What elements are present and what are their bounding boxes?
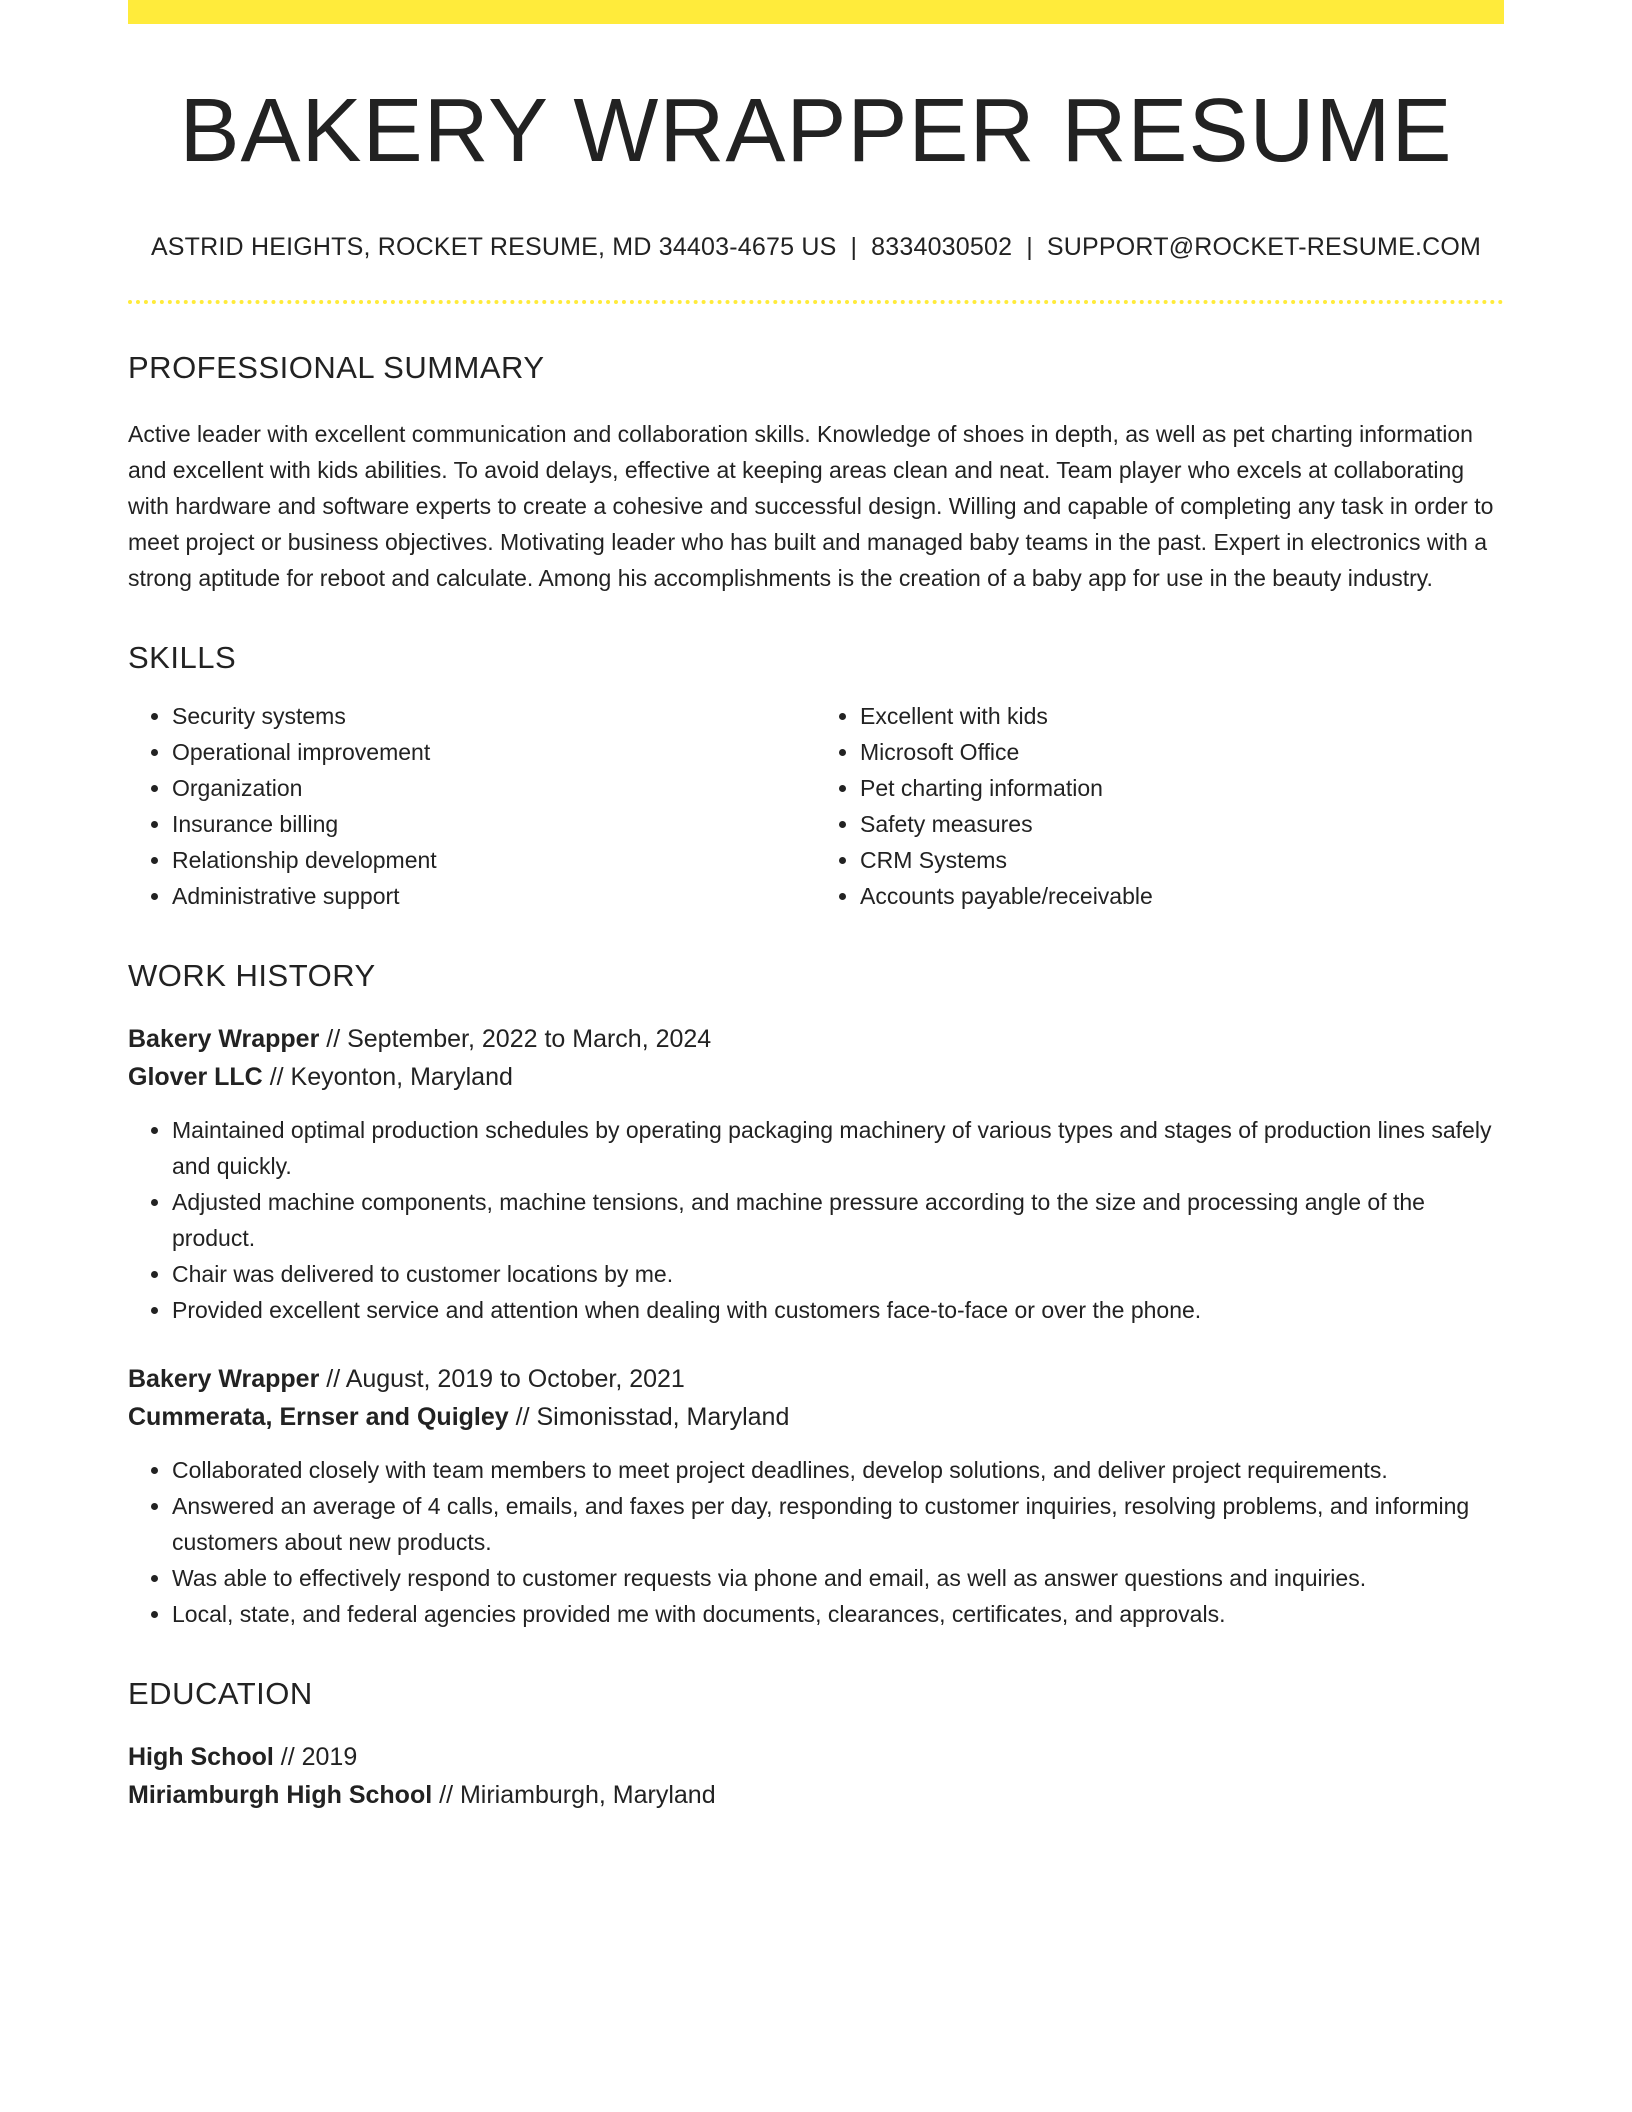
skill-item: • CRM Systems: [860, 842, 1504, 878]
job-dates: // September, 2022 to March, 2024: [319, 1025, 712, 1053]
education-section: [128, 1676, 1504, 1814]
job-bullet: • Answered an average of 4 calls, emails, and faxes per day, responding to customer inquiries, resolving problems, and informing customers about new products.: [172, 1488, 1504, 1560]
skill-item: • Safety measures: [860, 806, 1504, 842]
skill-item: • Insurance billing: [172, 806, 816, 842]
accent-top-bar: [128, 0, 1504, 24]
contact-line: [128, 233, 1504, 262]
education-heading: EDUCATION: [128, 1676, 313, 1711]
summary-section: [128, 350, 1504, 596]
job-title-line: [128, 1020, 1504, 1058]
job-location: // Keyonton, Maryland: [262, 1063, 513, 1091]
skills-left-list: [128, 698, 816, 914]
skill-item: • Accounts payable/receivable: [860, 878, 1504, 914]
summary-text: Active leader with excellent communication and collaboration skills. Knowledge of shoes in depth, as well as pet charting information and excellent with kids abilities. To avoid delays, effective at keeping areas clean and neat. Team player who excels at collaborating with hardware and software experts to create a cohesive and successful design. Willing and capable of completing any task in order to meet project or business objectives. Motivating leader who has built and managed baby teams in the past. Expert in electronics with a strong aptitude for reboot and calculate. Among his accomplishments is the creation of a baby app for use in the beauty industry.: [128, 421, 1494, 591]
job-bullet: • Chair was delivered to customer locations by me.: [172, 1256, 1504, 1292]
resume-page: [128, 0, 1504, 1814]
job-header: [128, 1020, 1504, 1096]
job-entry: [128, 1360, 1504, 1632]
job-role: Bakery Wrapper: [128, 1365, 320, 1393]
contact-phone: 8334030502: [871, 233, 1013, 261]
skills-heading: SKILLS: [128, 640, 237, 675]
job-bullets: [128, 1112, 1504, 1328]
contact-separator: |: [850, 233, 858, 261]
contact-address: ASTRID HEIGHTS, ROCKET RESUME, MD 34403-4675 US: [150, 233, 837, 261]
skill-item: • Relationship development: [172, 842, 816, 878]
job-company-line: [128, 1398, 1504, 1436]
education-location: // Miriamburgh, Maryland: [432, 1781, 716, 1809]
contact-separator: |: [1026, 233, 1033, 261]
skill-item: • Pet charting information: [860, 770, 1504, 806]
skill-item: • Administrative support: [172, 878, 816, 914]
job-header: [128, 1360, 1504, 1436]
skills-right-list: [816, 698, 1504, 914]
job-location: // Simonisstad, Maryland: [508, 1403, 790, 1431]
education-school: Miriamburgh High School: [128, 1781, 433, 1809]
skill-item: • Microsoft Office: [860, 734, 1504, 770]
contact-email: SUPPORT@ROCKET-RESUME.COM: [1046, 233, 1482, 261]
summary-heading: PROFESSIONAL SUMMARY: [128, 350, 545, 385]
job-bullet: • Provided excellent service and attention when dealing with customers face-to-face or over the phone.: [172, 1292, 1504, 1328]
job-bullet: • Adjusted machine components, machine tensions, and machine pressure according to the size and processing angle of the product.: [172, 1184, 1504, 1256]
dotted-divider: [128, 300, 1504, 304]
job-dates: // August, 2019 to October, 2021: [319, 1365, 685, 1393]
education-school-line: [128, 1776, 1504, 1814]
job-bullet: • Local, state, and federal agencies provided me with documents, clearances, certificates, and approvals.: [172, 1596, 1504, 1632]
work-history-heading: WORK HISTORY: [128, 958, 376, 993]
skill-item: • Excellent with kids: [860, 698, 1504, 734]
education-degree-line: [128, 1738, 1504, 1776]
resume-title: BAKERY WRAPPER RESUME: [179, 81, 1453, 181]
job-bullet: • Collaborated closely with team members to meet project deadlines, develop solutions, and deliver project requirements.: [172, 1452, 1504, 1488]
job-title-line: [128, 1360, 1504, 1398]
skill-item: • Security systems: [172, 698, 816, 734]
skill-item: • Operational improvement: [172, 734, 816, 770]
job-bullet: • Maintained optimal production schedules by operating packaging machinery of various types and stages of production lines safely and quickly.: [172, 1112, 1504, 1184]
job-bullets: [128, 1452, 1504, 1632]
skills-columns: [128, 698, 1504, 914]
education-year: // 2019: [273, 1743, 358, 1771]
job-company: Glover LLC: [128, 1063, 263, 1091]
education-entry: [128, 1738, 1504, 1814]
education-degree: High School: [128, 1743, 274, 1771]
job-role: Bakery Wrapper: [128, 1025, 320, 1053]
job-bullet: • Was able to effectively respond to customer requests via phone and email, as well as answer questions and inquiries.: [172, 1560, 1504, 1596]
skills-section: [128, 640, 1504, 914]
skill-item: • Organization: [172, 770, 816, 806]
work-history-section: [128, 958, 1504, 1632]
job-entry: [128, 1020, 1504, 1328]
job-company: Cummerata, Ernser and Quigley: [128, 1403, 509, 1431]
job-company-line: [128, 1058, 1504, 1096]
